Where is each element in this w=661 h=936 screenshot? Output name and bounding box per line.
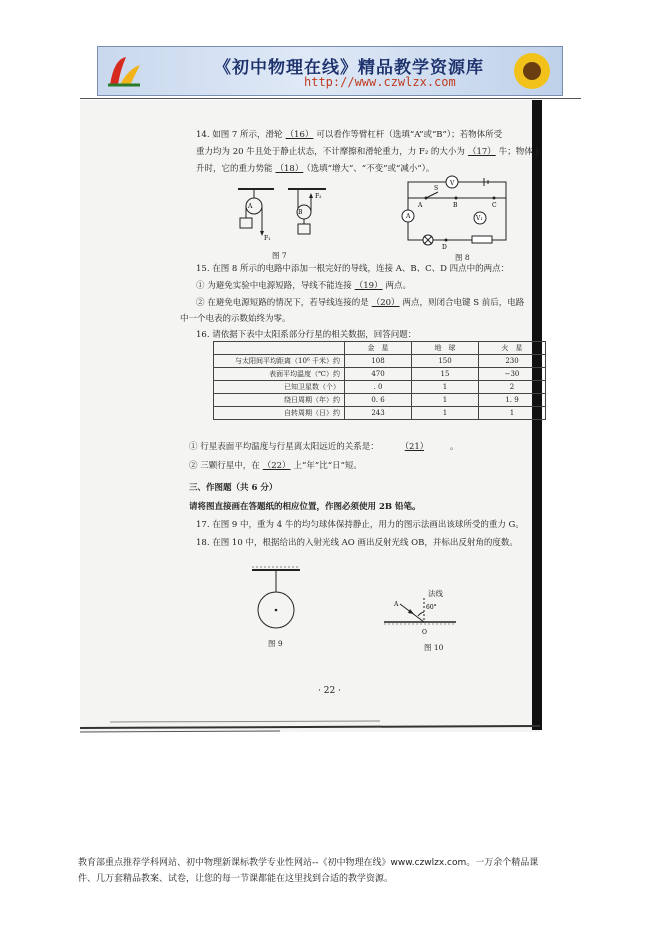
table-cell: −30: [479, 368, 546, 381]
fig10-point-a: A: [394, 601, 399, 608]
q15-line1: 15. 在图 8 所示的电路中添加一根完好的导线，连接 A、B、C、D 四点中的两点：: [196, 264, 510, 274]
fig8-point-d: D: [442, 244, 447, 250]
blank-22: （22）: [262, 461, 291, 471]
table-cell: 1: [412, 407, 479, 420]
q18-text: 18. 在图 10 中，根据给出的入射光线 AO 画出反射光线 OB，并标出反射角的度数。: [196, 538, 518, 548]
fig8-point-a: A: [418, 202, 423, 209]
q15-line2: ① 为避免实验中电源短路，导线不能连接 （19） 两点。: [196, 281, 412, 291]
fig8-point-c: C: [492, 202, 497, 209]
figure-9-caption: 图 9: [268, 639, 283, 648]
row-label: 表面平均温度（℃）约: [214, 368, 345, 381]
figure-8-circuit: [398, 170, 516, 250]
fig7-label-f2: F₂: [315, 193, 322, 200]
table-cell: 230: [479, 355, 546, 368]
blank-21: （21）: [404, 442, 425, 452]
q17-text: 17. 在图 9 中，重为 4 牛的均匀球体保持静止，用力的图示法画出该球所受的重力 G。: [196, 520, 524, 530]
banner-url[interactable]: http://www.czwlzx.com: [304, 75, 456, 89]
figure-8-caption: 图 8: [455, 253, 470, 262]
table-header-row: [214, 342, 546, 355]
figure-9-hanging-ball: [248, 566, 304, 636]
figure-7-pulleys: [232, 184, 332, 246]
fig8-voltmeter1-label: V₁: [476, 215, 483, 222]
table-cell: 1. 9: [479, 394, 546, 407]
fig10-angle-label: 60°: [426, 604, 437, 611]
section-3-instruction: 请将图直接画在答题纸的相应位置，作图必须使用 2B 铅笔。: [189, 502, 421, 512]
row-label: 绕日周期（年）约: [214, 394, 345, 407]
site-logo-icon: [104, 51, 144, 91]
row-label: 自转周期（日）约: [214, 407, 345, 420]
figure-10-caption: 图 10: [424, 643, 444, 652]
q16-sub1: ① 行星表面平均温度与行星离太阳远近的关系是： （21） 。: [189, 442, 459, 452]
scan-bottom-streaks: [80, 714, 540, 734]
fig8-voltmeter-label: V: [450, 180, 455, 187]
q15-line3: ② 在避免电源短路的情况下，若导线连接的是 （20） 两点，则闭合电键 S 前后，电路: [196, 298, 525, 308]
table-column-header: 火 星: [479, 342, 546, 355]
q14-line1: 14. 如图 7 所示，滑轮 （16） 可以看作等臂杠杆（选填“A”或“B”）；若物体所受: [196, 130, 503, 140]
q14-line2: 重力均为 20 牛且处于静止状态，不计摩擦和滑轮重力，力 F₂ 的大小为 （17） 牛；物体上: [196, 147, 542, 157]
table-cell: 1: [412, 381, 479, 394]
row-label: 已知卫星数（个）: [214, 381, 345, 394]
fig7-label-b: B: [298, 209, 303, 216]
row-label: 与太阳间平均距离（10⁶ 千米）约: [214, 355, 345, 368]
table-row: [214, 381, 546, 394]
blank-16: （16）: [285, 130, 314, 140]
table-column-header: 金 星: [345, 342, 412, 355]
table-corner-cell: [214, 342, 345, 355]
fig7-label-a: A: [248, 203, 253, 210]
blank-20: （20）: [371, 298, 400, 308]
header-rule: [80, 98, 581, 99]
footer-line-2: 件、几万套精品教案、试卷，让您的每一节课都能在这里找到合适的教学资源。: [78, 874, 394, 884]
figure-10-reflection: [380, 596, 460, 640]
fig10-normal-label: 法线: [428, 589, 443, 598]
table-cell: 1: [479, 407, 546, 420]
planet-data-table: [213, 341, 546, 420]
table-cell: 1: [412, 394, 479, 407]
fig10-point-o: O: [422, 629, 427, 636]
table-cell: 243: [345, 407, 412, 420]
banner-title: 《初中物理在线》精品教学资源库: [214, 58, 484, 78]
blank-18: （18）: [275, 164, 304, 174]
fig8-ammeter-label: A: [406, 213, 411, 220]
table-cell: 150: [412, 355, 479, 368]
fig8-point-b: B: [453, 202, 458, 209]
table-cell: 0. 6: [345, 394, 412, 407]
section-3-heading: 三、作图题（共 6 分）: [189, 483, 278, 493]
footer-line-1: 教育部重点推荐学科网站、初中物理新课标教学专业性网站--《初中物理在线》www.czwlzx.com。一万余个精品课: [78, 858, 539, 868]
site-banner: [97, 46, 563, 96]
table-row: [214, 394, 546, 407]
table-cell: 108: [345, 355, 412, 368]
table-column-header: 地 球: [412, 342, 479, 355]
fig7-label-f1: F₁: [264, 235, 271, 242]
figure-7-caption: 图 7: [272, 251, 287, 260]
table-cell: 2: [479, 381, 546, 394]
fig8-switch-label: S: [434, 185, 439, 192]
table-row: [214, 368, 546, 381]
q14-line3: 升时，它的重力势能 （18） （选填“增大”、“不变”或“减小”）。: [196, 164, 435, 174]
footer-text: [78, 855, 598, 887]
page-number: · 22 ·: [318, 686, 341, 696]
table-row: [214, 407, 546, 420]
table-cell: 470: [345, 368, 412, 381]
q16-sub2: ② 三颗行星中，在 （22） 上“年”比“日”短。: [189, 461, 362, 471]
table-cell: . 0: [345, 381, 412, 394]
table-row: [214, 355, 546, 368]
q15-line4: 中一个电表的示数始终为零。: [180, 314, 291, 324]
blank-19: （19）: [354, 281, 383, 291]
sunflower-icon: [508, 49, 556, 93]
q16-intro: 16. 请依据下表中太阳系部分行星的相关数据，回答问题：: [196, 330, 417, 340]
table-cell: 15: [412, 368, 479, 381]
blank-17: （17）: [467, 147, 496, 157]
